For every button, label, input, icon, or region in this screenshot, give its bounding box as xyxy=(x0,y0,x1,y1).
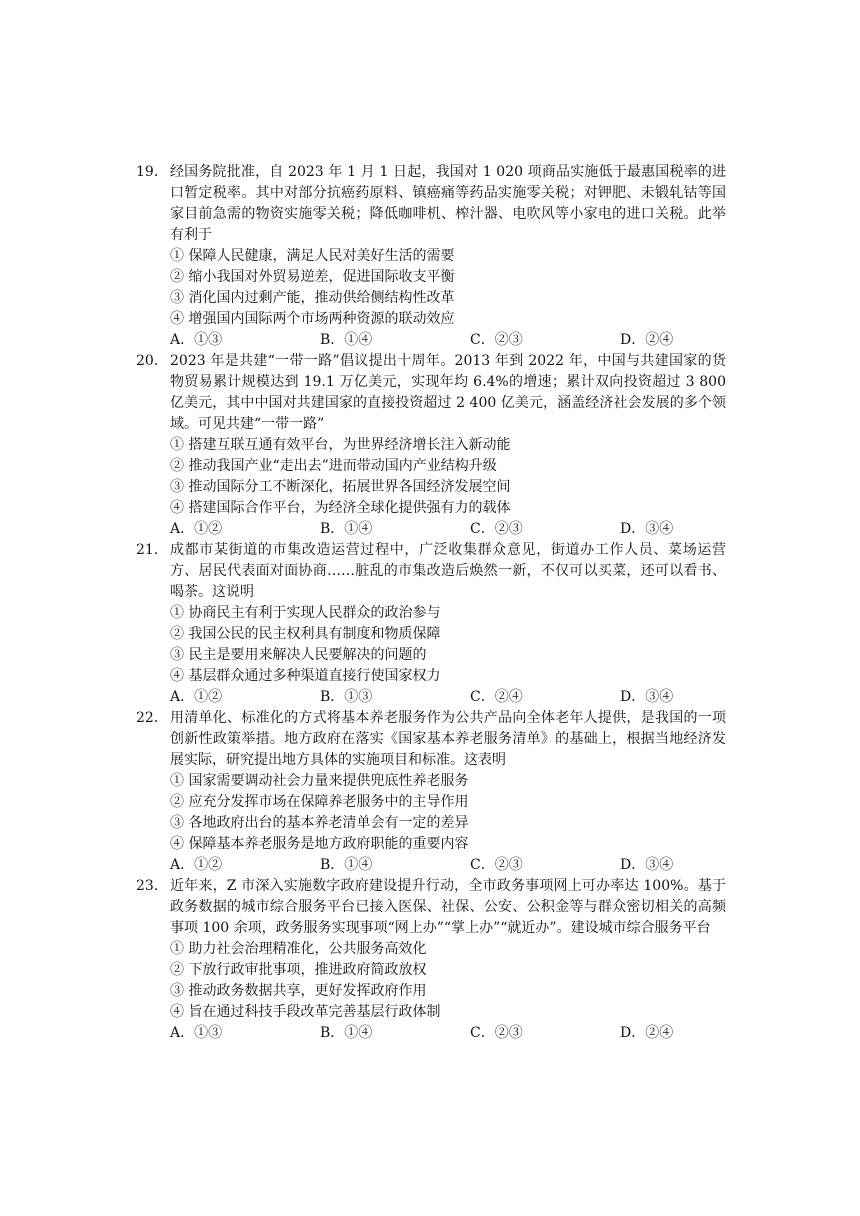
answer-c: C．②③ xyxy=(470,857,523,873)
question-stem: 成都市某街道的市集改造运营过程中，广泛收集群众意见，街道办工作人员、菜场运营方、居民代表面对面协商……脏乱的市集改造后焕然一新，不仅可以买菜，还可以看书、喝茶。这说明 xyxy=(170,542,726,600)
answer-a: A．①② xyxy=(170,857,223,873)
option-1: ① 保障人民健康，满足人民对美好生活的需要 xyxy=(170,248,455,264)
answer-c: C．②③ xyxy=(470,332,523,348)
answer-a: A．①③ xyxy=(170,1025,223,1041)
option-1: ① 搭建互联互通有效平台，为世界经济增长注入新动能 xyxy=(170,437,511,453)
option-3: ③ 各地政府出台的基本养老清单会有一定的差异 xyxy=(170,815,469,831)
option-3: ③ 民主是要用来解决人民要解决的问题的 xyxy=(170,647,427,663)
question-19 xyxy=(136,162,726,351)
answer-d: D．②④ xyxy=(620,1025,674,1041)
option-1: ① 助力社会治理精准化，公共服务高效化 xyxy=(170,941,427,957)
question-body xyxy=(170,351,726,540)
option-2: ② 缩小我国对外贸易逆差，促进国际收支平衡 xyxy=(170,269,455,285)
option-4: ④ 基层群众通过多种渠道直接行使国家权力 xyxy=(170,668,441,684)
question-stem: 2023 年是共建“一带一路”倡议提出十周年。2013 年到 2022 年，中国与共建国家的货物贸易累计规模达到 19.1 万亿美元，实现年均 6.4%的增速；累计双向投资超过 3 800 亿美元，其中中国对共建国家的直接投资超过 2 400 亿美元，涵盖经济社会发展的多个领域。可见共建“一带一路” xyxy=(170,353,726,432)
answer-d: D．③④ xyxy=(620,689,674,705)
answer-d: D．③④ xyxy=(620,521,674,537)
answer-b: B．①③ xyxy=(320,689,373,705)
option-2: ② 推动我国产业“走出去”进而带动国内产业结构升级 xyxy=(170,458,497,474)
answer-c: C．②③ xyxy=(470,1025,523,1041)
option-1: ① 国家需要调动社会力量来提供兜底性养老服务 xyxy=(170,773,469,789)
answer-choices xyxy=(170,519,726,540)
option-4: ④ 保障基本养老服务是地方政府职能的重要内容 xyxy=(170,836,469,852)
option-2: ② 我国公民的民主权利具有制度和物质保障 xyxy=(170,626,441,642)
option-1: ① 协商民主有利于实现人民群众的政治参与 xyxy=(170,605,441,621)
answer-b: B．①④ xyxy=(320,857,373,873)
question-21 xyxy=(136,540,726,708)
question-stem: 经国务院批准，自 2023 年 1 月 1 日起，我国对 1 020 项商品实施低于最惠国税率的进口暂定税率。其中对部分抗癌药原料、镇癌痛等药品实施零关税；对钾肥、未锻轧钴等国家目前急需的物资实施零关税；降低咖啡机、榨汁器、电吹风等小家电的进口关税。此举有利于 xyxy=(170,164,726,243)
answer-c: C．②③ xyxy=(470,521,523,537)
option-3: ③ 消化国内过剩产能，推动供给侧结构性改革 xyxy=(170,290,455,306)
option-4: ④ 增强国内国际两个市场两种资源的联动效应 xyxy=(170,311,455,327)
question-list xyxy=(136,162,726,1044)
answer-a: A．①② xyxy=(170,689,223,705)
option-2: ② 下放行政审批事项，推进政府简政放权 xyxy=(170,962,427,978)
answer-d: D．③④ xyxy=(620,857,674,873)
answer-choices xyxy=(170,855,726,876)
answer-a: A．①③ xyxy=(170,332,223,348)
option-2: ② 应充分发挥市场在保障养老服务中的主导作用 xyxy=(170,794,469,810)
option-3: ③ 推动政务数据共享，更好发挥政府作用 xyxy=(170,983,427,999)
question-stem: 近年来，Z 市深入实施数字政府建设提升行动，全市政务事项网上可办率达 100%。基于政务数据的城市综合服务平台已接入医保、社保、公安、公积金等与群众密切相关的高频事项 100 余项，政务服务实现事项“网上办”“掌上办”“就近办”。建设城市综合服务平台 xyxy=(170,878,726,936)
answer-choices xyxy=(170,687,726,708)
question-23 xyxy=(136,876,726,1044)
answer-c: C．②④ xyxy=(470,689,523,705)
question-body xyxy=(170,540,726,708)
answer-choices xyxy=(170,330,726,351)
question-number: 20． xyxy=(136,353,168,369)
option-3: ③ 推动国际分工不断深化，拓展世界各国经济发展空间 xyxy=(170,479,511,495)
option-4: ④ 旨在通过科技手段改革完善基层行政体制 xyxy=(170,1004,441,1020)
option-4: ④ 搭建国际合作平台，为经济全球化提供强有力的载体 xyxy=(170,500,511,516)
question-body xyxy=(170,162,726,351)
answer-b: B．①④ xyxy=(320,1025,373,1041)
question-body xyxy=(170,876,726,1044)
answer-a: A．①② xyxy=(170,521,223,537)
answer-b: B．①④ xyxy=(320,521,373,537)
question-number: 21． xyxy=(136,542,168,558)
question-number: 22． xyxy=(136,710,168,726)
question-20 xyxy=(136,351,726,540)
answer-b: B．①④ xyxy=(320,332,373,348)
question-number: 23． xyxy=(136,878,168,894)
answer-d: D．②④ xyxy=(620,332,674,348)
question-22 xyxy=(136,708,726,876)
question-number: 19． xyxy=(136,164,168,180)
question-body xyxy=(170,708,726,876)
question-stem: 用清单化、标准化的方式将基本养老服务作为公共产品向全体老年人提供，是我国的一项创新性政策举措。地方政府在落实《国家基本养老服务清单》的基础上，根据当地经济发展实际，研究提出地方具体的实施项目和标准。这表明 xyxy=(170,710,726,768)
answer-choices xyxy=(170,1023,726,1044)
